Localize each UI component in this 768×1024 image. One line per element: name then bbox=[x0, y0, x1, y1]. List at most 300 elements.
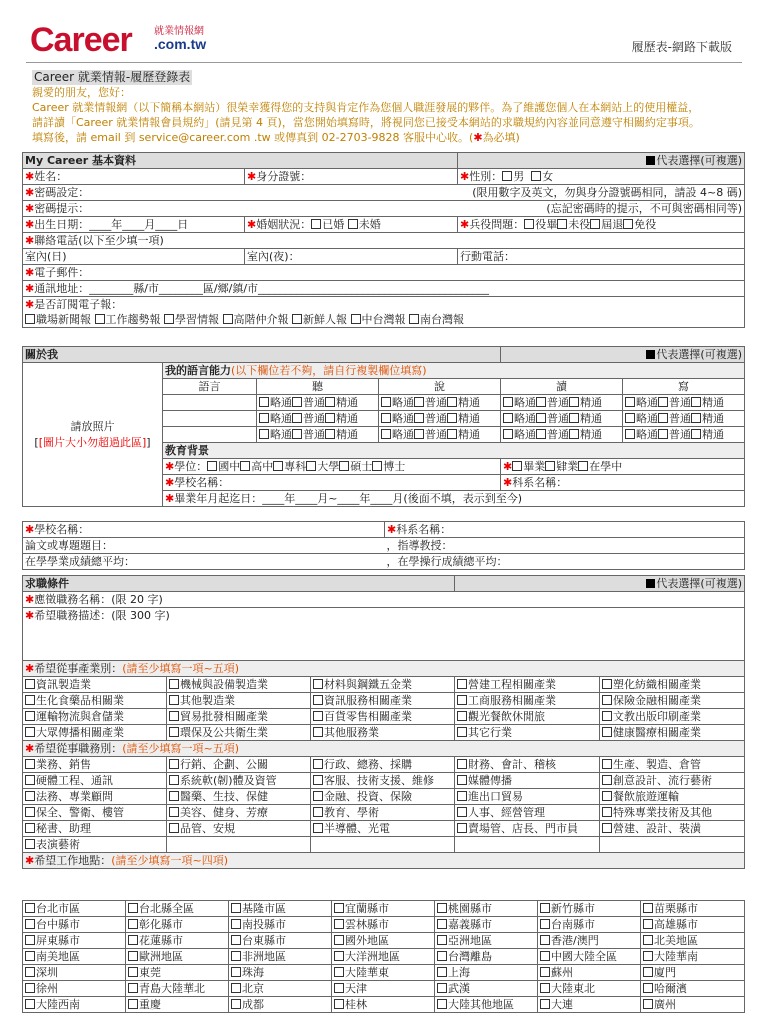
checkbox-icon[interactable] bbox=[531, 171, 541, 181]
checkbox-icon[interactable] bbox=[95, 314, 105, 324]
job-description-field[interactable]: ✱希望職務描述：(限 300 字) bbox=[23, 608, 745, 661]
industry-option[interactable]: 環保及公共衛生業 bbox=[167, 725, 311, 741]
checkbox-icon[interactable] bbox=[25, 695, 35, 705]
checkbox-icon[interactable] bbox=[128, 967, 138, 977]
checkbox-icon[interactable] bbox=[447, 413, 457, 423]
checkbox-icon[interactable] bbox=[643, 967, 653, 977]
checkbox-icon[interactable] bbox=[602, 695, 612, 705]
newsletter-option[interactable]: 南台灣報 bbox=[409, 313, 464, 326]
checkbox-icon[interactable] bbox=[643, 951, 653, 961]
job-category-option[interactable]: 餐飲旅遊運輸 bbox=[600, 789, 745, 805]
advisor-field[interactable]: ，指導教授： bbox=[385, 538, 745, 554]
location-option[interactable]: 上海 bbox=[435, 965, 538, 981]
job-category-option[interactable]: 生產、製造、倉管 bbox=[600, 757, 745, 773]
email-field[interactable]: ✱電子郵件： bbox=[23, 265, 745, 281]
conduct-field[interactable]: ，在學操行成績總平均： bbox=[385, 554, 745, 570]
industry-option[interactable]: 塑化紡織相關產業 bbox=[600, 677, 745, 693]
gender-field[interactable]: ✱性別： 男 女 bbox=[458, 169, 745, 185]
industry-option[interactable]: 貿易批發相關產業 bbox=[167, 709, 311, 725]
industry-option[interactable]: 機械與設備製造業 bbox=[167, 677, 311, 693]
job-category-option[interactable]: 表演藝術 bbox=[23, 837, 167, 853]
checkbox-icon[interactable] bbox=[334, 983, 344, 993]
newsletter-option[interactable]: 高階仲介報 bbox=[223, 313, 289, 326]
checkbox-icon[interactable] bbox=[313, 759, 323, 769]
checkbox-icon[interactable] bbox=[503, 429, 513, 439]
industry-option[interactable]: 工商服務相關產業 bbox=[455, 693, 600, 709]
checkbox-icon[interactable] bbox=[164, 314, 174, 324]
checkbox-icon[interactable] bbox=[545, 461, 555, 471]
checkbox-icon[interactable] bbox=[691, 397, 701, 407]
checkbox-icon[interactable] bbox=[128, 935, 138, 945]
checkbox-icon[interactable] bbox=[503, 413, 513, 423]
checkbox-icon[interactable] bbox=[691, 429, 701, 439]
proficiency-cell[interactable]: 略通 普通 精通 bbox=[623, 395, 745, 411]
checkbox-icon[interactable] bbox=[457, 695, 467, 705]
job-category-option[interactable]: 賣場管、店長、門市員 bbox=[455, 821, 600, 837]
checkbox-icon[interactable] bbox=[207, 461, 217, 471]
checkbox-icon[interactable] bbox=[334, 967, 344, 977]
checkbox-icon[interactable] bbox=[540, 903, 550, 913]
checkbox-icon[interactable] bbox=[658, 429, 668, 439]
school2-field[interactable]: ✱學校名稱： bbox=[23, 522, 385, 538]
checkbox-icon[interactable] bbox=[540, 983, 550, 993]
address-field[interactable]: ✱通訊地址：________縣/市________區/鄉/鎮/市__________________________________________ bbox=[23, 281, 745, 297]
language-name-cell[interactable] bbox=[163, 395, 257, 411]
checkbox-icon[interactable] bbox=[602, 759, 612, 769]
language-name-cell[interactable] bbox=[163, 427, 257, 443]
checkbox-icon[interactable] bbox=[643, 935, 653, 945]
proficiency-cell[interactable]: 略通 普通 精通 bbox=[379, 395, 501, 411]
job-category-option[interactable]: 特殊專業技術及其他 bbox=[600, 805, 745, 821]
password-field[interactable]: ✱密碼設定： (限用數字及英文，勿與身分證號碼相同，請設 4~8 碼) bbox=[23, 185, 745, 201]
location-option[interactable]: 桂林 bbox=[332, 997, 435, 1013]
job-category-option[interactable]: 人事、經營管理 bbox=[455, 805, 600, 821]
job-category-option[interactable]: 行政、總務、採購 bbox=[311, 757, 455, 773]
checkbox-icon[interactable] bbox=[457, 711, 467, 721]
newsletter-option[interactable]: 新鮮人報 bbox=[292, 313, 347, 326]
checkbox-icon[interactable] bbox=[313, 679, 323, 689]
checkbox-icon[interactable] bbox=[231, 951, 241, 961]
location-option[interactable]: 台北市區 bbox=[23, 901, 126, 917]
location-option[interactable]: 武漢 bbox=[435, 981, 538, 997]
department2-field[interactable]: ✱科系名稱： bbox=[385, 522, 745, 538]
thesis-field[interactable]: 論文或專題題目： bbox=[23, 538, 385, 554]
checkbox-icon[interactable] bbox=[259, 397, 269, 407]
checkbox-icon[interactable] bbox=[437, 951, 447, 961]
job-category-option[interactable]: 法務、專業顧問 bbox=[23, 789, 167, 805]
proficiency-cell[interactable]: 略通 普通 精通 bbox=[623, 411, 745, 427]
newsletter-option[interactable]: 工作趨勢報 bbox=[95, 313, 161, 326]
checkbox-icon[interactable] bbox=[437, 935, 447, 945]
checkbox-icon[interactable] bbox=[128, 919, 138, 929]
location-option[interactable]: 蘇州 bbox=[538, 965, 641, 981]
location-option[interactable]: 基隆市區 bbox=[229, 901, 332, 917]
checkbox-icon[interactable] bbox=[306, 461, 316, 471]
job-category-option[interactable]: 半導體、光電 bbox=[311, 821, 455, 837]
language-name-cell[interactable] bbox=[163, 411, 257, 427]
checkbox-icon[interactable] bbox=[313, 791, 323, 801]
location-option[interactable]: 高雄縣市 bbox=[641, 917, 745, 933]
checkbox-icon[interactable] bbox=[540, 967, 550, 977]
job-category-option[interactable]: 業務、銷售 bbox=[23, 757, 167, 773]
location-option[interactable]: 花蓮縣市 bbox=[126, 933, 229, 949]
industry-option[interactable]: 百貨零售相關產業 bbox=[311, 709, 455, 725]
proficiency-cell[interactable]: 略通 普通 精通 bbox=[257, 427, 379, 443]
checkbox-icon[interactable] bbox=[414, 397, 424, 407]
checkbox-icon[interactable] bbox=[569, 413, 579, 423]
location-option[interactable]: 香港/澳門 bbox=[538, 933, 641, 949]
checkbox-icon[interactable] bbox=[259, 413, 269, 423]
checkbox-icon[interactable] bbox=[25, 951, 35, 961]
checkbox-icon[interactable] bbox=[437, 919, 447, 929]
location-option[interactable]: 大洋洲地區 bbox=[332, 949, 435, 965]
checkbox-icon[interactable] bbox=[334, 951, 344, 961]
job-category-option[interactable] bbox=[455, 837, 600, 853]
checkbox-icon[interactable] bbox=[325, 413, 335, 423]
checkbox-icon[interactable] bbox=[313, 711, 323, 721]
checkbox-icon[interactable] bbox=[292, 429, 302, 439]
job-category-option[interactable] bbox=[167, 837, 311, 853]
checkbox-icon[interactable] bbox=[437, 999, 447, 1009]
marital-field[interactable]: ✱婚姻狀況： 已婚 未婚 bbox=[245, 217, 458, 233]
proficiency-cell[interactable]: 略通 普通 精通 bbox=[501, 427, 623, 443]
checkbox-icon[interactable] bbox=[169, 679, 179, 689]
location-option[interactable]: 東莞 bbox=[126, 965, 229, 981]
proficiency-cell[interactable]: 略通 普通 精通 bbox=[623, 427, 745, 443]
job-category-option[interactable]: 客服、技術支援、維修 bbox=[311, 773, 455, 789]
photo-area[interactable]: 請放照片 [[圖片大小勿超過此區]] bbox=[23, 363, 163, 507]
industry-option[interactable]: 文教出版印刷產業 bbox=[600, 709, 745, 725]
checkbox-icon[interactable] bbox=[536, 413, 546, 423]
checkbox-icon[interactable] bbox=[313, 775, 323, 785]
checkbox-icon[interactable] bbox=[25, 999, 35, 1009]
id-field[interactable]: ✱身分證號： bbox=[245, 169, 458, 185]
checkbox-icon[interactable] bbox=[540, 919, 550, 929]
location-option[interactable]: 非洲地區 bbox=[229, 949, 332, 965]
checkbox-icon[interactable] bbox=[437, 967, 447, 977]
checkbox-icon[interactable] bbox=[334, 919, 344, 929]
location-option[interactable]: 大陸華南 bbox=[641, 949, 745, 965]
checkbox-icon[interactable] bbox=[25, 727, 35, 737]
graduation-dates-field[interactable]: ✱畢業年月起迄日：____年____月~____年____月(後面不填，表示到至今) bbox=[163, 491, 745, 507]
school-field[interactable]: ✱學校名稱： bbox=[163, 475, 501, 491]
checkbox-icon[interactable] bbox=[169, 823, 179, 833]
checkbox-icon[interactable] bbox=[602, 727, 612, 737]
intro-greeting: 親愛的朋友，您好： bbox=[32, 86, 131, 99]
job-category-option[interactable]: 金融、投資、保險 bbox=[311, 789, 455, 805]
checkbox-icon[interactable] bbox=[169, 727, 179, 737]
newsletter-option[interactable]: 學習情報 bbox=[164, 313, 219, 326]
location-option[interactable]: 深圳 bbox=[23, 965, 126, 981]
industry-option[interactable]: 生化食藥品相關業 bbox=[23, 693, 167, 709]
checkbox-icon[interactable] bbox=[25, 935, 35, 945]
newsletter-option[interactable]: 中台灣報 bbox=[351, 313, 406, 326]
checkbox-icon[interactable] bbox=[292, 413, 302, 423]
checkbox-icon[interactable] bbox=[381, 429, 391, 439]
location-option[interactable]: 成都 bbox=[229, 997, 332, 1013]
location-option[interactable]: 中國大陸全區 bbox=[538, 949, 641, 965]
checkbox-icon[interactable] bbox=[231, 903, 241, 913]
checkbox-icon[interactable] bbox=[457, 823, 467, 833]
industry-option[interactable]: 營建工程相關產業 bbox=[455, 677, 600, 693]
checkbox-icon[interactable] bbox=[437, 903, 447, 913]
checkbox-icon[interactable] bbox=[25, 807, 35, 817]
checkbox-icon[interactable] bbox=[437, 983, 447, 993]
industry-option[interactable]: 其他服務業 bbox=[311, 725, 455, 741]
job-category-option[interactable]: 財務、會計、稽核 bbox=[455, 757, 600, 773]
job-category-option[interactable]: 營建、設計、裝潢 bbox=[600, 821, 745, 837]
checkbox-icon[interactable] bbox=[625, 429, 635, 439]
checkbox-icon[interactable] bbox=[325, 429, 335, 439]
location-option[interactable]: 天津 bbox=[332, 981, 435, 997]
location-option[interactable]: 桃園縣市 bbox=[435, 901, 538, 917]
checkbox-icon[interactable] bbox=[25, 711, 35, 721]
location-option[interactable]: 青島大陸華北 bbox=[126, 981, 229, 997]
industry-option[interactable]: 資訊製造業 bbox=[23, 677, 167, 693]
subscribe-field[interactable]: ✱是否訂閱電子報： 職場新聞報 工作趨勢報 學習情報 高階仲介報 新鮮人報 中台灣報 南台灣報 bbox=[23, 297, 745, 328]
proficiency-cell[interactable]: 略通 普通 精通 bbox=[501, 395, 623, 411]
checkbox-icon[interactable] bbox=[231, 983, 241, 993]
job-category-option[interactable]: 媒體傳播 bbox=[455, 773, 600, 789]
checkbox-icon[interactable] bbox=[457, 775, 467, 785]
checkbox-icon[interactable] bbox=[128, 999, 138, 1009]
checkbox-icon[interactable] bbox=[231, 919, 241, 929]
checkbox-icon[interactable] bbox=[169, 711, 179, 721]
job-category-option[interactable]: 美容、健身、芳療 bbox=[167, 805, 311, 821]
checkbox-icon[interactable] bbox=[128, 903, 138, 913]
checkbox-icon[interactable] bbox=[602, 823, 612, 833]
checkbox-icon[interactable] bbox=[540, 935, 550, 945]
checkbox-icon[interactable] bbox=[625, 397, 635, 407]
location-option[interactable]: 宜蘭縣市 bbox=[332, 901, 435, 917]
industry-option[interactable]: 觀光餐飲休閒旅 bbox=[455, 709, 600, 725]
location-option[interactable]: 南美地區 bbox=[23, 949, 126, 965]
checkbox-icon[interactable] bbox=[313, 823, 323, 833]
location-option[interactable]: 廈門 bbox=[641, 965, 745, 981]
degree-field[interactable]: ✱學位： 國中 高中 專科 大學 碩士 博士 bbox=[163, 459, 501, 475]
checkbox-icon[interactable] bbox=[540, 999, 550, 1009]
checkbox-icon[interactable] bbox=[259, 429, 269, 439]
checkbox-icon[interactable] bbox=[602, 775, 612, 785]
checkbox-icon[interactable] bbox=[414, 429, 424, 439]
mobile-field[interactable]: 行動電話： bbox=[458, 249, 745, 265]
checkbox-icon[interactable] bbox=[578, 461, 588, 471]
checkbox-icon[interactable] bbox=[231, 967, 241, 977]
location-option[interactable]: 大陸華東 bbox=[332, 965, 435, 981]
checkbox-icon[interactable] bbox=[409, 314, 419, 324]
industry-option[interactable]: 資訊服務相關產業 bbox=[311, 693, 455, 709]
location-option[interactable]: 徐州 bbox=[23, 981, 126, 997]
checkbox-icon[interactable] bbox=[447, 429, 457, 439]
checkbox-icon[interactable] bbox=[25, 791, 35, 801]
career-logo bbox=[30, 21, 207, 59]
checkbox-icon[interactable] bbox=[569, 429, 579, 439]
newsletter-option[interactable]: 職場新聞報 bbox=[25, 313, 91, 326]
birth-date-field[interactable]: ✱出生日期：____年____月____日 bbox=[23, 217, 245, 233]
checkbox-icon[interactable] bbox=[351, 314, 361, 324]
checkbox-icon[interactable] bbox=[643, 919, 653, 929]
location-option[interactable]: 屏東縣市 bbox=[23, 933, 126, 949]
job-category-option[interactable]: 行銷、企劃、公關 bbox=[167, 757, 311, 773]
checkbox-icon[interactable] bbox=[643, 903, 653, 913]
location-option[interactable]: 重慶 bbox=[126, 997, 229, 1013]
checkbox-icon[interactable] bbox=[602, 807, 612, 817]
night-phone-field[interactable]: 室內(夜)： bbox=[245, 249, 458, 265]
industry-option[interactable]: 大眾傳播相關產業 bbox=[23, 725, 167, 741]
checkbox-icon[interactable] bbox=[658, 413, 668, 423]
checkbox-icon[interactable] bbox=[169, 807, 179, 817]
checkbox-icon[interactable] bbox=[25, 983, 35, 993]
location-option[interactable]: 北美地區 bbox=[641, 933, 745, 949]
proficiency-cell[interactable]: 略通 普通 精通 bbox=[501, 411, 623, 427]
job-category-option[interactable]: 創意設計、流行藝術 bbox=[600, 773, 745, 789]
location-option[interactable]: 台中縣市 bbox=[23, 917, 126, 933]
checkbox-icon[interactable] bbox=[372, 461, 382, 471]
checkbox-icon[interactable] bbox=[569, 397, 579, 407]
location-option[interactable]: 苗栗縣市 bbox=[641, 901, 745, 917]
checkbox-icon[interactable] bbox=[457, 791, 467, 801]
location-option[interactable]: 台南縣市 bbox=[538, 917, 641, 933]
checkbox-icon[interactable] bbox=[503, 397, 513, 407]
job-category-option[interactable]: 教育、學術 bbox=[311, 805, 455, 821]
department-field[interactable]: ✱科系名稱： bbox=[501, 475, 745, 491]
job-category-option[interactable]: 保全、警衛、樓管 bbox=[23, 805, 167, 821]
location-option[interactable]: 歐洲地區 bbox=[126, 949, 229, 965]
proficiency-cell[interactable]: 略通 普通 精通 bbox=[379, 427, 501, 443]
checkbox-icon[interactable] bbox=[602, 791, 612, 801]
checkbox-icon[interactable] bbox=[169, 791, 179, 801]
checkbox-icon[interactable] bbox=[25, 759, 35, 769]
job-category-option[interactable] bbox=[311, 837, 455, 853]
checkbox-icon[interactable] bbox=[169, 759, 179, 769]
industry-option[interactable]: 運輸物流與倉儲業 bbox=[23, 709, 167, 725]
checkbox-icon[interactable] bbox=[25, 823, 35, 833]
checkbox-icon[interactable] bbox=[231, 935, 241, 945]
checkbox-icon[interactable] bbox=[691, 413, 701, 423]
location-option[interactable]: 南投縣市 bbox=[229, 917, 332, 933]
checkbox-icon[interactable] bbox=[643, 983, 653, 993]
location-option[interactable]: 大連 bbox=[538, 997, 641, 1013]
location-option[interactable]: 珠海 bbox=[229, 965, 332, 981]
checkbox-icon[interactable] bbox=[381, 397, 391, 407]
location-option[interactable]: 嘉義縣市 bbox=[435, 917, 538, 933]
location-option[interactable]: 新竹縣市 bbox=[538, 901, 641, 917]
location-option[interactable]: 台北縣全區 bbox=[126, 901, 229, 917]
checkbox-icon[interactable] bbox=[540, 951, 550, 961]
location-option[interactable]: 北京 bbox=[229, 981, 332, 997]
checkbox-icon[interactable] bbox=[240, 461, 250, 471]
industry-option[interactable]: 健康醫療相關產業 bbox=[600, 725, 745, 741]
checkbox-icon[interactable] bbox=[414, 413, 424, 423]
proficiency-cell[interactable]: 略通 普通 精通 bbox=[257, 395, 379, 411]
job-category-option[interactable]: 進出口貿易 bbox=[455, 789, 600, 805]
checkbox-icon[interactable] bbox=[381, 413, 391, 423]
checkbox-icon[interactable] bbox=[273, 461, 283, 471]
checkbox-icon[interactable] bbox=[643, 999, 653, 1009]
industry-option[interactable]: 保險金融相關產業 bbox=[600, 693, 745, 709]
checkbox-icon[interactable] bbox=[313, 807, 323, 817]
checkbox-icon[interactable] bbox=[313, 695, 323, 705]
checkbox-icon[interactable] bbox=[292, 397, 302, 407]
job-category-option[interactable]: 系統軟(韌)體及資管 bbox=[167, 773, 311, 789]
checkbox-icon[interactable] bbox=[313, 727, 323, 737]
checkbox-icon[interactable] bbox=[169, 775, 179, 785]
name-field[interactable]: ✱姓名： bbox=[23, 169, 245, 185]
location-option[interactable]: 亞洲地區 bbox=[435, 933, 538, 949]
checkbox-icon[interactable] bbox=[502, 171, 512, 181]
job-category-option[interactable]: 品管、安規 bbox=[167, 821, 311, 837]
checkbox-icon[interactable] bbox=[625, 413, 635, 423]
password-hint-field[interactable]: ✱密碼提示： (忘記密碼時的提示，不可與密碼相同等) bbox=[23, 201, 745, 217]
checkbox-icon[interactable] bbox=[325, 397, 335, 407]
checkbox-icon[interactable] bbox=[602, 711, 612, 721]
checkbox-icon[interactable] bbox=[25, 919, 35, 929]
checkbox-icon[interactable] bbox=[25, 775, 35, 785]
checkbox-icon[interactable] bbox=[334, 903, 344, 913]
location-option[interactable]: 大陸西南 bbox=[23, 997, 126, 1013]
checkbox-icon[interactable] bbox=[25, 903, 35, 913]
location-option[interactable]: 哈爾濱 bbox=[641, 981, 745, 997]
proficiency-cell[interactable]: 略通 普通 精通 bbox=[257, 411, 379, 427]
checkbox-icon[interactable] bbox=[457, 679, 467, 689]
checkbox-icon[interactable] bbox=[457, 759, 467, 769]
job-category-option[interactable]: 醫藥、生技、保健 bbox=[167, 789, 311, 805]
checkbox-icon[interactable] bbox=[128, 983, 138, 993]
location-option[interactable]: 國外地區 bbox=[332, 933, 435, 949]
checkbox-icon[interactable] bbox=[334, 999, 344, 1009]
checkbox-icon[interactable] bbox=[447, 397, 457, 407]
study-status-field[interactable]: ✱ 畢業 肄業 在學中 bbox=[501, 459, 745, 475]
checkbox-icon[interactable] bbox=[334, 935, 344, 945]
checkbox-icon[interactable] bbox=[536, 397, 546, 407]
position-field[interactable]: ✱應徵職務名稱：(限 20 字) bbox=[23, 592, 745, 608]
checkbox-icon[interactable] bbox=[223, 314, 233, 324]
checkbox-icon[interactable] bbox=[536, 429, 546, 439]
day-phone-field[interactable]: 室內(日) bbox=[23, 249, 245, 265]
industry-option[interactable]: 其它行業 bbox=[455, 725, 600, 741]
location-option[interactable]: 台灣離島 bbox=[435, 949, 538, 965]
checkbox-icon[interactable] bbox=[231, 999, 241, 1009]
checkbox-icon[interactable] bbox=[658, 397, 668, 407]
checkbox-icon[interactable] bbox=[292, 314, 302, 324]
checkbox-icon[interactable] bbox=[169, 695, 179, 705]
gpa-field[interactable]: 在學學業成績總平均： bbox=[23, 554, 385, 570]
location-option[interactable]: 大陸其他地區 bbox=[435, 997, 538, 1013]
checkbox-icon[interactable] bbox=[25, 679, 35, 689]
location-option[interactable]: 大陸東北 bbox=[538, 981, 641, 997]
checkbox-icon[interactable] bbox=[339, 461, 349, 471]
location-option[interactable]: 雲林縣市 bbox=[332, 917, 435, 933]
location-option[interactable]: 廣州 bbox=[641, 997, 745, 1013]
checkbox-icon[interactable] bbox=[602, 679, 612, 689]
industry-option[interactable]: 其他製造業 bbox=[167, 693, 311, 709]
job-category-option[interactable]: 秘書、助理 bbox=[23, 821, 167, 837]
checkbox-icon[interactable] bbox=[457, 727, 467, 737]
job-category-option[interactable] bbox=[600, 837, 745, 853]
location-option[interactable]: 彰化縣市 bbox=[126, 917, 229, 933]
checkbox-icon[interactable] bbox=[512, 461, 522, 471]
proficiency-cell[interactable]: 略通 普通 精通 bbox=[379, 411, 501, 427]
military-field[interactable]: ✱兵役問題： 役畢 未役 屆退 免役 bbox=[458, 217, 745, 233]
checkbox-icon[interactable] bbox=[457, 807, 467, 817]
checkbox-icon[interactable] bbox=[25, 839, 35, 849]
checkbox-icon[interactable] bbox=[128, 951, 138, 961]
location-option[interactable]: 台東縣市 bbox=[229, 933, 332, 949]
industry-option[interactable]: 材料與鋼鐵五金業 bbox=[311, 677, 455, 693]
job-category-option[interactable]: 硬體工程、通訊 bbox=[23, 773, 167, 789]
checkbox-icon[interactable] bbox=[25, 314, 35, 324]
checkbox-icon[interactable] bbox=[25, 967, 35, 977]
